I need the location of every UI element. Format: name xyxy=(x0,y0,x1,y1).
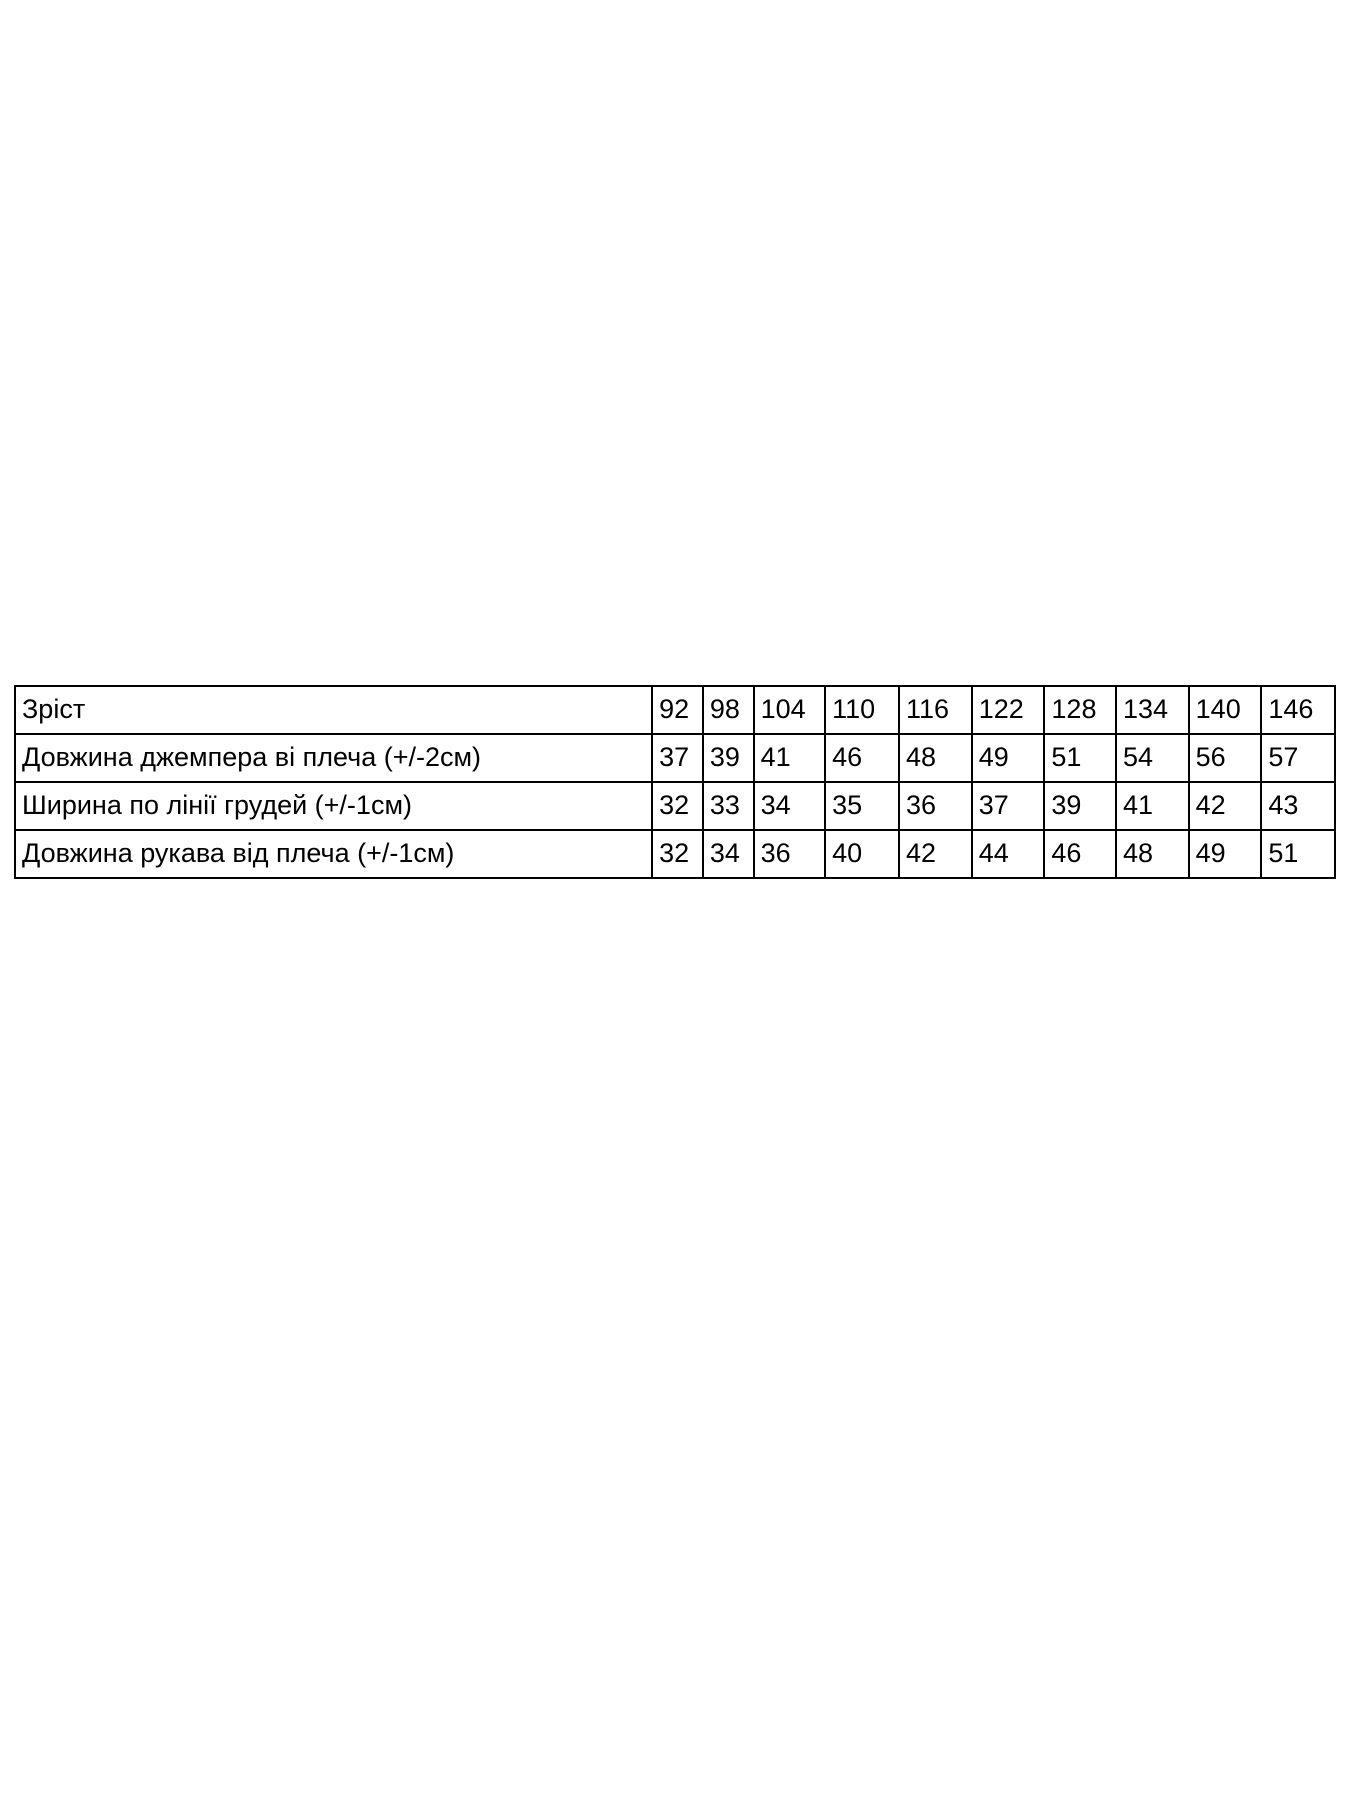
table-cell: 49 xyxy=(1190,831,1263,877)
table-cell: 57 xyxy=(1262,735,1334,783)
table-cell: 54 xyxy=(1117,735,1190,783)
table-cell: 128 xyxy=(1045,687,1117,735)
table-cell: 56 xyxy=(1190,735,1263,783)
table-cell: 34 xyxy=(755,783,827,831)
table-cell: 104 xyxy=(755,687,827,735)
table-cell: 48 xyxy=(1117,831,1190,877)
table-cell: 92 xyxy=(653,687,704,735)
row-label: Ширина по лінії грудей (+/-1см) xyxy=(16,783,653,831)
table-cell: 46 xyxy=(1045,831,1117,877)
table-cell: 41 xyxy=(755,735,827,783)
table-cell: 98 xyxy=(704,687,755,735)
table-cell: 42 xyxy=(900,831,973,877)
row-label: Довжина рукава від плеча (+/-1см) xyxy=(16,831,653,877)
table-cell: 36 xyxy=(755,831,827,877)
table-cell: 33 xyxy=(704,783,755,831)
table-cell: 140 xyxy=(1190,687,1263,735)
table-row xyxy=(16,783,1334,831)
table-cell: 40 xyxy=(826,831,900,877)
table-cell: 35 xyxy=(826,783,900,831)
row-label: Довжина джемпера ві плеча (+/-2см) xyxy=(16,735,653,783)
table-cell: 51 xyxy=(1045,735,1117,783)
table-cell: 36 xyxy=(900,783,973,831)
row-label: Зріст xyxy=(16,687,653,735)
table-cell: 46 xyxy=(826,735,900,783)
table-cell: 51 xyxy=(1268,838,1299,868)
size-chart-container xyxy=(14,685,1336,879)
table-cell: 48 xyxy=(900,735,973,783)
table-cell: 116 xyxy=(900,687,973,735)
table-cell: 37 xyxy=(973,783,1046,831)
table-cell: 39 xyxy=(1045,783,1117,831)
table-cell: 146 xyxy=(1262,687,1334,735)
table-cell: 122 xyxy=(973,687,1046,735)
size-chart-table xyxy=(14,685,1336,879)
table-cell: 42 xyxy=(1190,783,1263,831)
table-cell: 39 xyxy=(704,735,755,783)
table-row xyxy=(16,735,1334,783)
table-cell: 110 xyxy=(826,687,900,735)
table-cell: 37 xyxy=(653,735,704,783)
table-row xyxy=(16,831,1334,877)
table-cell: 34 xyxy=(704,831,755,877)
table-cell: 32 xyxy=(653,831,704,877)
table-cell: 32 xyxy=(653,783,704,831)
table-cell: 41 xyxy=(1117,783,1190,831)
table-cell: 44 xyxy=(973,831,1046,877)
table-cell: 134 xyxy=(1117,687,1190,735)
table-cell: 49 xyxy=(973,735,1046,783)
table-row xyxy=(16,687,1334,735)
table-cell: 43 xyxy=(1262,783,1334,831)
